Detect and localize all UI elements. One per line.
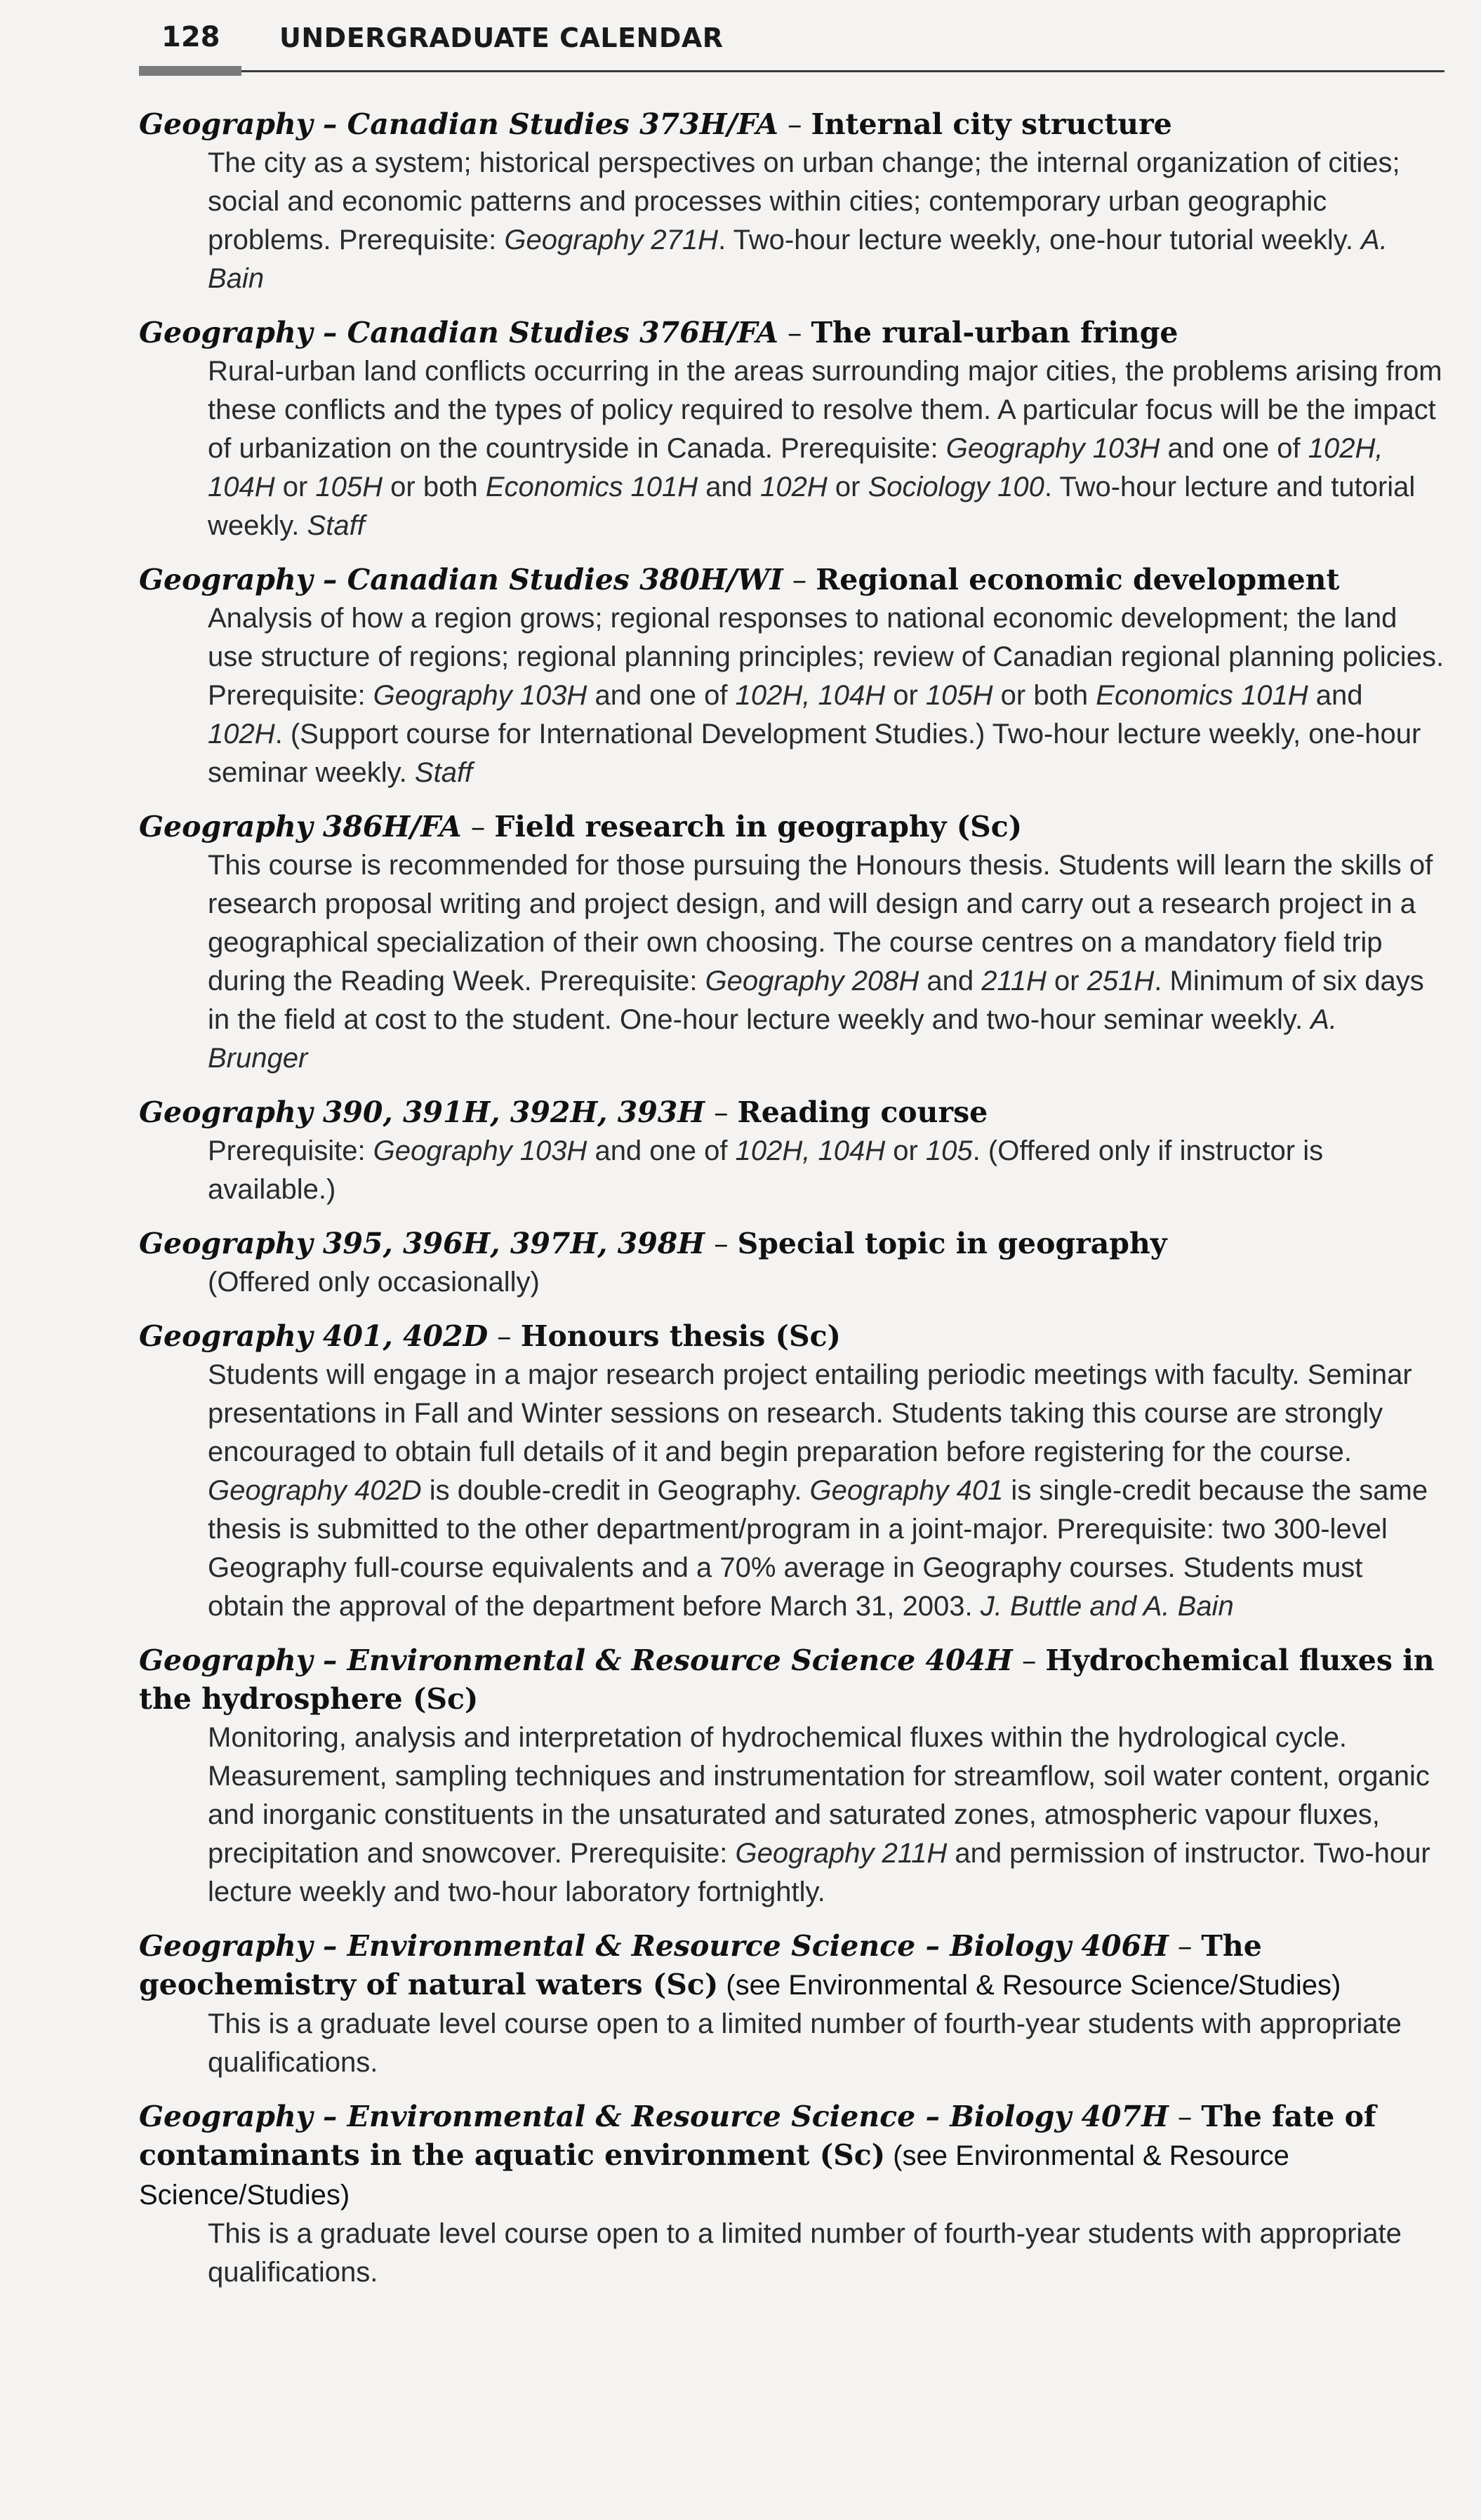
desc-text: Analysis of how a region grows; regional responses to national economic development; the land use structure of regions; regional planning principles; review of Canadian regional planning policies. Prerequisite: [208,603,1445,711]
desc-text: is double-credit in Geography. [421,1475,810,1506]
course-name: Honours thesis (Sc) [520,1319,841,1353]
desc-text: and permission of instructor. Two-hour lecture weekly and two-hour laboratory fortnightly. [208,1838,1430,1907]
header-shaded-block [139,66,241,76]
course-description [139,352,1445,545]
course-name: The geochemistry of natural waters (Sc) [139,1929,1262,2001]
desc-course-ref: 102H [760,472,828,502]
course-code: Geography 395, 396H, 397H, 398H [139,1227,705,1260]
desc-text: or [885,680,926,711]
desc-text: or both [992,680,1096,711]
course-description [139,2215,1445,2292]
course-entry [139,808,1445,1078]
instructor: A. Brunger [208,1004,1337,1074]
course-entry [139,1225,1445,1302]
course-listing [139,105,1445,2307]
desc-text: and one of [587,1135,736,1166]
desc-course-ref: 105H [925,680,993,711]
title-separator: – [461,810,495,844]
desc-text: is single-credit because the same thesis is submitted to the other department/program in a joint-major. Prerequisite: two 300-level Geography full-course equivalents and a 70% average in Geography courses. Students must obtain the approval of the department before March 31, 2003. [208,1475,1428,1622]
course-title [139,2098,1445,2215]
title-separator: – [1168,1929,1202,1963]
course-name: The fate of contaminants in the aquatic environment (Sc) [139,2100,1376,2172]
desc-text: and one of [587,680,736,711]
desc-text: (Offered only occasionally) [208,1267,540,1298]
course-code: Geography – Canadian Studies 380H/WI [139,563,783,596]
desc-course-ref: Geography 103H [373,1135,587,1166]
course-code: Geography 390, 391H, 392H, 393H [139,1095,705,1129]
course-code: Geography – Canadian Studies 376H/FA [139,316,778,349]
desc-course-ref: 251H [1087,966,1155,996]
desc-text: or [274,472,316,502]
desc-text: Prerequisite: [208,1135,373,1166]
title-separator: – [705,1095,738,1129]
course-name: Reading course [737,1095,988,1129]
course-entry [139,1317,1445,1626]
course-description [139,1263,1445,1302]
desc-course-ref: 102H, 104H [735,1135,886,1166]
course-entry [139,1927,1445,2082]
desc-text: or [1046,966,1087,996]
desc-text: Rural-urban land conflicts occurring in the areas surrounding major cities, the problems arising from these conflicts and the types of policy required to resolve them. A particular focus will be the impact of urbanization on the countryside in Canada. Prerequisite: [208,356,1442,464]
course-title [139,1317,1445,1356]
course-code: Geography – Environmental & Resource Science 404H [139,1644,1013,1677]
desc-text: This course is recommended for those pursuing the Honours thesis. Students will learn the skills of research proposal writing and project design, and will design and carry out a research project in a geographical specialization of their own choosing. The course centres on a mandatory field trip during the Reading Week. Prerequisite: [208,850,1433,996]
cross-reference: (see Environmental & Resource Science/Studies) [718,1970,1341,2001]
desc-course-ref: 105H [315,472,383,502]
title-separator: – [778,107,811,141]
course-name: Special topic in geography [737,1227,1167,1260]
title-separator: – [488,1319,521,1353]
course-entry [139,105,1445,298]
course-description [139,1356,1445,1626]
title-separator: – [705,1227,738,1260]
course-title [139,314,1445,352]
instructor: A. Bain [208,225,1388,294]
course-name: Field research in geography (Sc) [494,810,1023,844]
course-title [139,561,1445,599]
desc-text: and [698,472,761,502]
course-entry [139,1093,1445,1209]
desc-text: or both [383,472,486,502]
desc-text: and [1308,680,1363,711]
desc-course-ref: Geography 401 [809,1475,1004,1506]
title-separator: – [778,316,811,349]
course-title [139,808,1445,846]
desc-course-ref: 102H [208,719,275,749]
course-description [139,2005,1445,2082]
desc-course-ref: Economics 101H [1096,680,1308,711]
desc-text: This is a graduate level course open to a limited number of fourth-year students with appropriate qualifications. [208,2008,1402,2078]
desc-text: or [827,472,868,502]
course-code: Geography 401, 402D [139,1319,489,1353]
desc-course-ref: Sociology 100 [868,472,1044,502]
header-rule [241,70,1445,72]
course-code: Geography – Canadian Studies 373H/FA [139,107,778,141]
course-title [139,105,1445,144]
course-code: Geography 386H/FA [139,810,462,844]
course-description [139,1719,1445,1912]
course-name: Regional economic development [816,563,1340,596]
page-number: 128 [161,21,220,53]
desc-course-ref: 211H [981,966,1047,996]
desc-text: . Two-hour lecture weekly, one-hour tutorial weekly. [718,225,1362,255]
course-title [139,1093,1445,1132]
page-header [139,15,1445,79]
course-title [139,1927,1445,2005]
cross-reference: (see Environmental & Resource Science/Studies) [139,2140,1289,2211]
instructor: J. Buttle and A. Bain [980,1591,1234,1622]
course-entry [139,2098,1445,2292]
desc-course-ref: Geography 271H [504,225,719,255]
course-code: Geography – Environmental & Resource Science – Biology 407H [139,2100,1169,2133]
desc-text: or [885,1135,926,1166]
desc-text: . Two-hour lecture and tutorial weekly. [208,472,1416,541]
title-separator: – [1012,1644,1046,1677]
course-description [139,846,1445,1078]
desc-text: Students will engage in a major research project entailing periodic meetings with faculty. Seminar presentations in Fall and Winter sessions on research. Students taking this course are strongly encouraged to obtain full details of it and begin preparation before registering for the course. [208,1359,1412,1467]
desc-course-ref: Geography 402D [208,1475,422,1506]
course-title [139,1225,1445,1263]
desc-text: . (Offered only if instructor is available.) [208,1135,1324,1205]
course-name: Hydrochemical fluxes in the hydrosphere (Sc) [139,1644,1435,1716]
desc-text: . Minimum of six days in the field at cost to the student. One-hour lecture weekly and two-hour seminar weekly. [208,966,1424,1035]
course-entry [139,314,1445,545]
desc-course-ref: 105 [925,1135,973,1166]
desc-text: Monitoring, analysis and interpretation of hydrochemical fluxes within the hydrological cycle. Measurement, sampling techniques and instrumentation for streamflow, soil water content, organic and inorganic constituents in the unsaturated and saturated zones, atmospheric vapour fluxes, precipitation and snowcover. Prerequisite: [208,1722,1430,1869]
desc-text: and [919,966,982,996]
course-code: Geography – Environmental & Resource Science – Biology 406H [139,1929,1169,1963]
course-title [139,1641,1445,1719]
course-description [139,1132,1445,1209]
desc-course-ref: Economics 101H [485,472,698,502]
instructor: Staff [414,757,473,788]
desc-course-ref: 102H, 104H [208,433,1383,502]
title-separator: – [783,563,816,596]
desc-course-ref: Geography 208H [705,966,919,996]
course-description [139,144,1445,298]
desc-course-ref: Geography 211H [735,1838,948,1869]
course-name: Internal city structure [811,107,1172,141]
desc-course-ref: 102H, 104H [735,680,886,711]
desc-course-ref: Geography 103H [945,433,1160,464]
desc-text: This is a graduate level course open to a limited number of fourth-year students with appropriate qualifications. [208,2218,1402,2288]
desc-course-ref: Geography 103H [373,680,587,711]
running-title: UNDERGRADUATE CALENDAR [279,22,724,53]
desc-text: . (Support course for International Development Studies.) Two-hour lecture weekly, one-hour seminar weekly. [208,719,1421,788]
course-description [139,599,1445,792]
course-name: The rural-urban fringe [811,316,1178,349]
title-separator: – [1168,2100,1202,2133]
desc-text: and one of [1160,433,1308,464]
instructor: Staff [307,510,365,541]
desc-text: The city as a system; historical perspectives on urban change; the internal organization of cities; social and economic patterns and processes within cities; contemporary urban geographic problems. Prerequisite: [208,147,1400,255]
course-entry [139,561,1445,792]
course-entry [139,1641,1445,1912]
